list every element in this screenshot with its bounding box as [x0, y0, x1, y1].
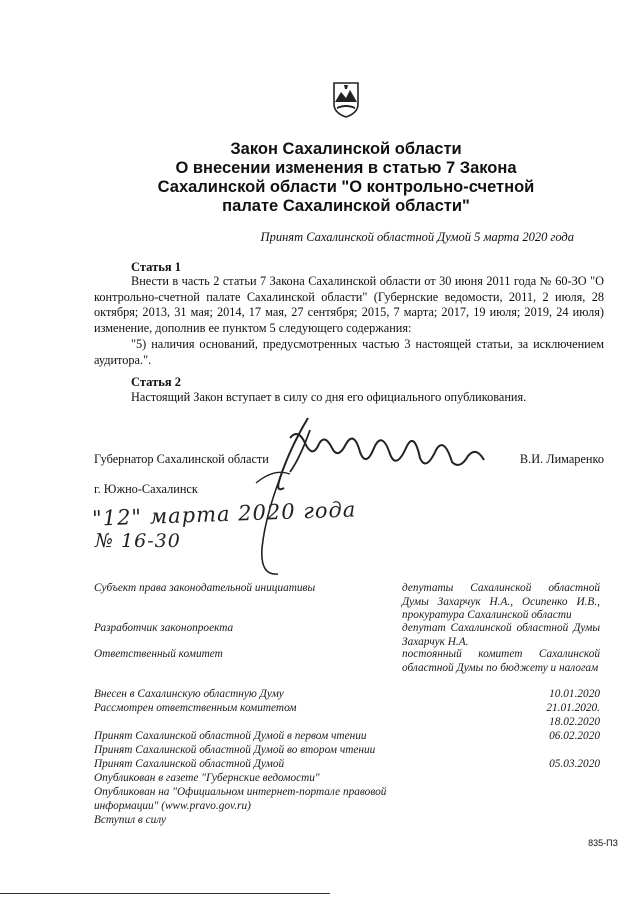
- title-line: Закон Сахалинской области: [230, 140, 462, 158]
- history-label: Внесен в Сахалинскую областную Думу: [94, 688, 284, 700]
- article-1-text: Внести в часть 2 статьи 7 Закона Сахалинской области от 30 июня 2011 года № 60-ЗО "О контрольно-счетной палате Сахалинской области" (Губернские ведомости, 2011, 2 июля, 28 октября; 2013, 31 мая; 2014, 17 мая, 27 сентября; 2015, 7 марта; 2017, 19 июля; 2019, 24 июля) изменение, дополнив ее пунктом 5 следующего содержания:: [94, 274, 604, 335]
- meta-value: депутат Сахалинской областной Думы Захарчук Н.А.: [402, 622, 600, 648]
- history-label: Принят Сахалинской областной Думой: [94, 758, 285, 770]
- history-label: Принят Сахалинской областной Думой в первом чтении: [94, 730, 367, 742]
- history-date: 18.02.2020: [549, 716, 600, 728]
- governor-name: В.И. Лимаренко: [519, 452, 604, 466]
- history-date: 10.01.2020: [549, 688, 600, 700]
- article-2-heading: Статья 2: [131, 375, 181, 389]
- handwritten-number: № 16-30: [95, 530, 181, 552]
- coat-of-arms-icon: [331, 80, 361, 118]
- history-label: Рассмотрен ответственным комитетом: [94, 702, 297, 714]
- title-line: О внесении изменения в статью 7 Закона: [175, 159, 517, 177]
- handwritten-signature-icon: [250, 408, 520, 578]
- history-label: Опубликован на "Официальном интернет-портале правовой информации" (www.pravo.gov.ru): [94, 786, 387, 812]
- handwritten-date: "12" марта 2020 года: [91, 497, 357, 531]
- governor-label: Губернатор Сахалинской области: [94, 452, 269, 466]
- history-label: Опубликован в газете "Губернские ведомости": [94, 772, 320, 784]
- meta-label: Разработчик законопроекта: [94, 622, 234, 634]
- history-date: 21.01.2020.: [546, 702, 600, 714]
- article-2-paragraph: [94, 390, 604, 406]
- article-2-text: Настоящий Закон вступает в силу со дня его официального опубликования.: [131, 390, 527, 404]
- history-label: Вступил в силу: [94, 814, 167, 826]
- meta-value: постоянный комитет Сахалинской областной Думы по бюджету и налогам: [402, 648, 600, 674]
- adoption-note: Принят Сахалинской областной Думой 5 марта 2020 года: [260, 230, 574, 244]
- meta-label: Ответственный комитет: [94, 648, 223, 660]
- history-date: 06.02.2020: [549, 730, 600, 742]
- divider: [0, 893, 330, 894]
- history-date: 05.03.2020: [549, 758, 600, 770]
- article-1-heading: Статья 1: [131, 260, 181, 274]
- title-line: Сахалинской области "О контрольно-счетной: [157, 178, 535, 196]
- article-1-quote: "5) наличия оснований, предусмотренных частью 3 настоящей статьи, за исключением аудитора.".: [94, 337, 604, 367]
- article-1-paragraph: [94, 337, 604, 368]
- city-label: г. Южно-Сахалинск: [94, 482, 198, 496]
- title-line: палате Сахалинской области": [222, 197, 470, 215]
- history-label: Принят Сахалинской областной Думой во втором чтении: [94, 744, 376, 756]
- meta-value: депутаты Сахалинской областной Думы Захарчук Н.А., Осипенко И.В., прокуратура Сахалинской области: [402, 582, 600, 621]
- article-1-paragraph: [94, 274, 604, 336]
- law-title: [90, 140, 602, 216]
- document-code: 835-ПЗ: [588, 838, 618, 848]
- meta-label: Субъект права законодательной инициативы: [94, 582, 316, 594]
